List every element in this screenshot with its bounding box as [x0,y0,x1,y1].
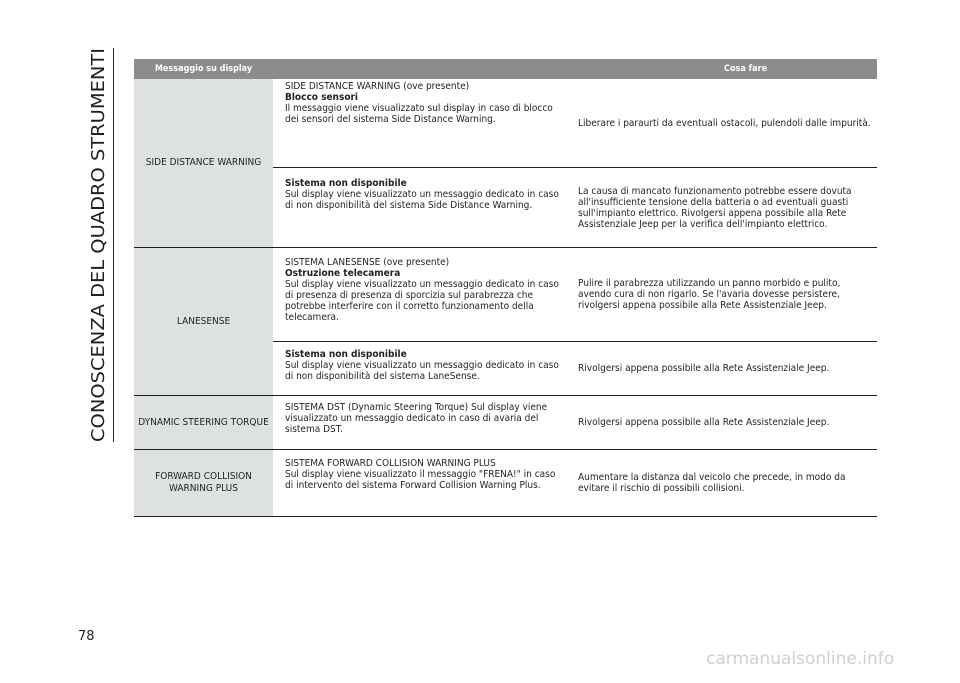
row-title: SIDE DISTANCE WARNING (ove presente) [285,81,470,92]
row-title: SISTEMA LANESENSE (ove presente) [285,257,450,268]
row-body: SISTEMA DST (Dynamic Steering Torque) Sul display viene visualizzato un messaggio dedicato in caso di avaria del sistema DST. [285,402,548,435]
row-description [273,450,573,516]
section-title-text: CONOSCENZA DEL QUADRO STRUMENTI [88,76,109,442]
row-body: Sul display viene visualizzato un messaggio dedicato in caso di presenza di presenza di sporcizia sul parabrezza che potrebbe interferire con il corretto funzionamento della telecamera. [285,279,559,323]
display-messages-table [134,59,877,517]
row-description [273,168,573,247]
table-group [134,79,877,248]
table-group [134,396,877,450]
row-subtitle: Blocco sensori [285,92,359,103]
row-action: La causa di mancato funzionamento potrebbe essere dovuta all'insufficiente tensione della batteria o ad eventuali guasti sull'impianto elettrico. Rivolgersi appena possibile alla Rete Assistenziale Jeep per la verifica dell'impianto elettrico. [578,185,852,230]
group-rows [273,248,877,395]
table-row [273,396,877,449]
row-subtitle: Sistema non disponibile [285,349,407,360]
table-row [273,341,877,395]
group-rows [273,450,877,516]
row-description [273,79,573,167]
group-label: DYNAMIC STEERING TORQUE [134,396,273,449]
table-group [134,450,877,517]
row-action: Aumentare la distanza dal veicolo che precede, in modo da evitare il rischio di possibili collisioni. [578,472,846,494]
table-header [134,59,877,79]
group-rows [273,79,877,247]
row-body: Sul display viene visualizzato il messaggio "FRENA!" in caso di intervento del sistema Forward Collision Warning Plus. [285,469,556,491]
row-body: Sul display viene visualizzato un messaggio dedicato in caso di non disponibilità del sistema LaneSense. [285,360,559,382]
row-subtitle: Ostruzione telecamera [285,268,401,279]
table-row [273,167,877,247]
page-number: 78 [78,629,95,644]
row-subtitle: Sistema non disponibile [285,178,407,189]
row-body: Sul display viene visualizzato un messaggio dedicato in caso di non disponibilità del sistema Side Distance Warning. [285,189,559,211]
header-blank [273,59,720,79]
table-row [273,248,877,341]
group-label: FORWARD COLLISION WARNING PLUS [134,450,273,516]
table-group [134,248,877,396]
row-body: Il messaggio viene visualizzato sul display in caso di blocco dei sensori del sistema Side Distance Warning. [285,103,553,125]
section-title [86,48,110,442]
table-row [273,450,877,516]
group-label: LANESENSE [134,248,273,395]
section-rule [113,48,114,442]
row-action: Pulire il parabrezza utilizzando un panno morbido e pulito, avendo cura di non rigarlo. Se l'avaria dovesse persistere, rivolgersi appena possibile alla Rete Assistenziale Jeep. [578,278,841,311]
group-rows [273,396,877,449]
watermark: carmanualsonline.info [706,649,895,669]
row-description [273,248,573,341]
row-action: Rivolgersi appena possibile alla Rete Assistenziale Jeep. [578,363,830,374]
header-action: Cosa fare [724,64,768,74]
table-row [273,79,877,167]
row-description [273,342,573,395]
row-title: SISTEMA FORWARD COLLISION WARNING PLUS [285,458,496,469]
row-action: Liberare i paraurti da eventuali ostacoli, pulendoli dalle impurità. [578,117,871,129]
header-message: Messaggio su display [154,64,253,74]
row-action: Rivolgersi appena possibile alla Rete Assistenziale Jeep. [578,417,830,428]
row-description [273,396,573,449]
group-label: SIDE DISTANCE WARNING [134,79,273,247]
